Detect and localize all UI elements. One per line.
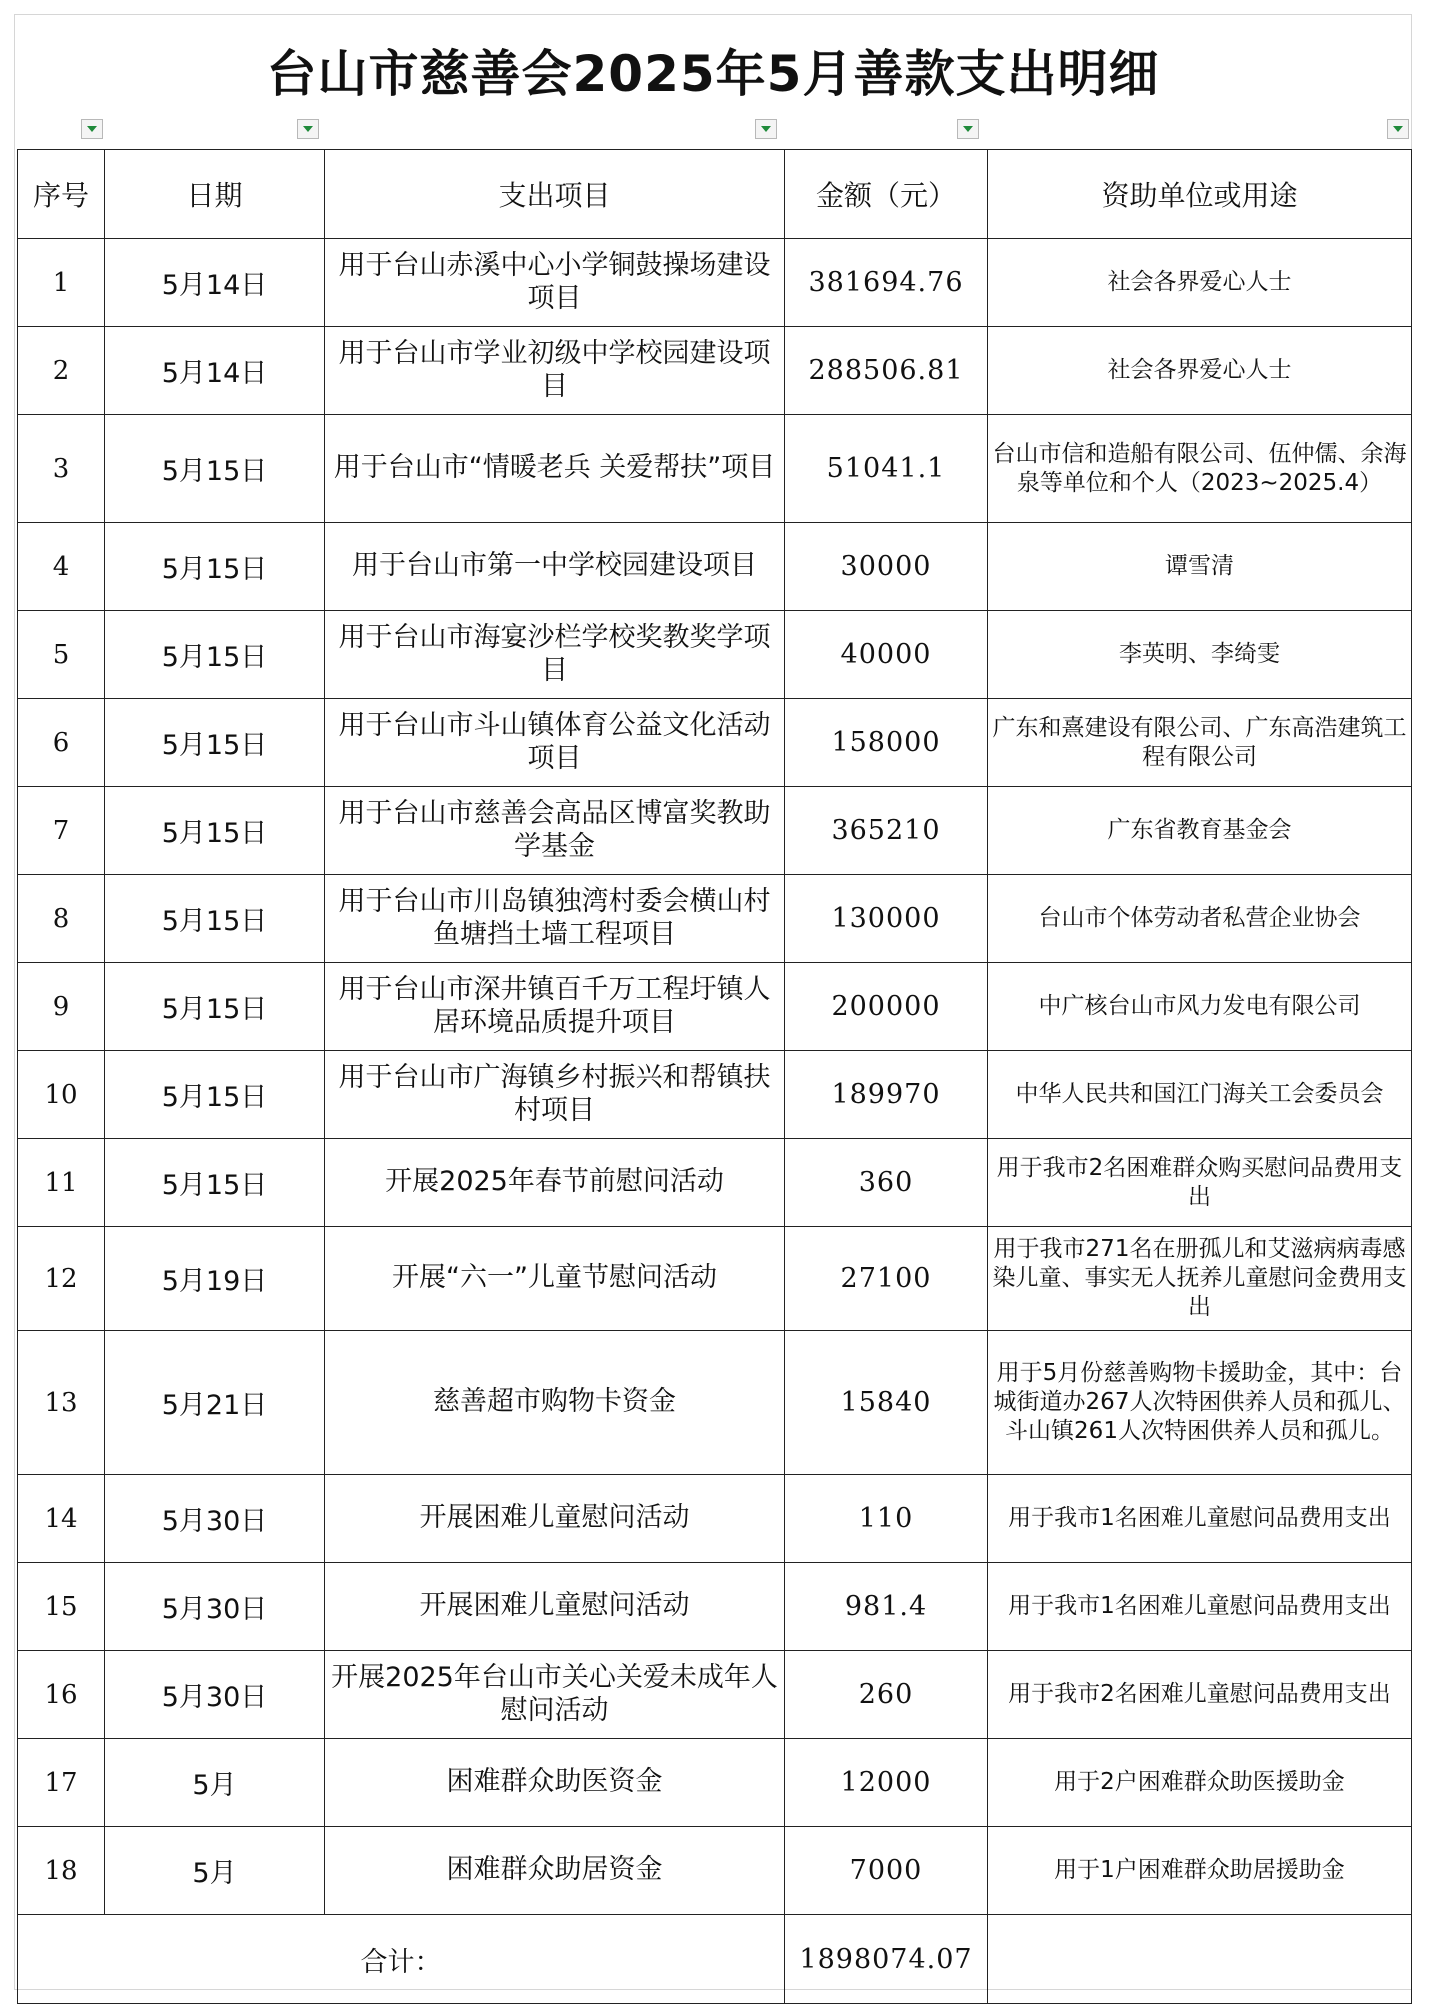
cell-date[interactable]: 5月15日 (105, 787, 325, 875)
cell-unit[interactable]: 用于我市1名困难儿童慰问品费用支出 (988, 1475, 1412, 1563)
filter-dropdown-amount[interactable] (957, 119, 979, 139)
cell-unit[interactable]: 李英明、李绮雯 (988, 611, 1412, 699)
cell-amount[interactable]: 288506.81 (785, 327, 988, 415)
cell-item[interactable]: 用于台山市海宴沙栏学校奖教奖学项目 (325, 611, 785, 699)
cell-amount[interactable]: 30000 (785, 523, 988, 611)
table-row (18, 1475, 1412, 1563)
cell-item[interactable]: 开展“六一”儿童节慰问活动 (325, 1227, 785, 1331)
cell-seq[interactable]: 3 (18, 415, 105, 523)
cell-unit[interactable]: 谭雪清 (988, 523, 1412, 611)
cell-unit[interactable]: 用于我市2名困难群众购买慰问品费用支出 (988, 1139, 1412, 1227)
cell-seq[interactable]: 8 (18, 875, 105, 963)
cell-item[interactable]: 用于台山市深井镇百千万工程圩镇人居环境品质提升项目 (325, 963, 785, 1051)
cell-amount[interactable]: 189970 (785, 1051, 988, 1139)
cell-unit[interactable]: 台山市个体劳动者私营企业协会 (988, 875, 1412, 963)
table-row (18, 1739, 1412, 1827)
cell-item[interactable]: 用于台山市斗山镇体育公益文化活动项目 (325, 699, 785, 787)
cell-unit[interactable]: 用于5月份慈善购物卡援助金，其中：台城街道办267人次特困供养人员和孤儿、斗山镇261人次特困供养人员和孤儿。 (988, 1331, 1412, 1475)
autofilter-row (15, 119, 1411, 147)
chevron-down-icon (87, 126, 97, 132)
cell-amount[interactable]: 200000 (785, 963, 988, 1051)
total-row (18, 1915, 1412, 2004)
cell-seq[interactable]: 2 (18, 327, 105, 415)
cell-amount[interactable]: 360 (785, 1139, 988, 1227)
cell-date[interactable]: 5月 (105, 1739, 325, 1827)
cell-date[interactable]: 5月30日 (105, 1475, 325, 1563)
header-date[interactable]: 日期 (105, 150, 325, 239)
cell-unit[interactable]: 社会各界爱心人士 (988, 239, 1412, 327)
cell-amount[interactable]: 381694.76 (785, 239, 988, 327)
cell-date[interactable]: 5月30日 (105, 1563, 325, 1651)
filter-dropdown-seq[interactable] (81, 119, 103, 139)
cell-seq[interactable]: 12 (18, 1227, 105, 1331)
cell-date[interactable]: 5月14日 (105, 327, 325, 415)
cell-seq[interactable]: 15 (18, 1563, 105, 1651)
cell-seq[interactable]: 16 (18, 1651, 105, 1739)
cell-date[interactable]: 5月15日 (105, 523, 325, 611)
cell-seq[interactable]: 14 (18, 1475, 105, 1563)
cell-seq[interactable]: 7 (18, 787, 105, 875)
cell-seq[interactable]: 9 (18, 963, 105, 1051)
table-row (18, 611, 1412, 699)
filter-dropdown-date[interactable] (297, 119, 319, 139)
cell-amount[interactable]: 40000 (785, 611, 988, 699)
cell-seq[interactable]: 4 (18, 523, 105, 611)
page-title: 台山市慈善会2025年5月善款支出明细 (266, 45, 1160, 103)
cell-unit[interactable]: 中广核台山市风力发电有限公司 (988, 963, 1412, 1051)
header-seq[interactable]: 序号 (18, 150, 105, 239)
cell-item[interactable]: 困难群众助居资金 (325, 1827, 785, 1915)
cell-amount[interactable]: 981.4 (785, 1563, 988, 1651)
table-row (18, 963, 1412, 1051)
cell-item[interactable]: 开展困难儿童慰问活动 (325, 1475, 785, 1563)
filter-dropdown-item[interactable] (755, 119, 777, 139)
table-header-row (18, 150, 1412, 239)
cell-unit[interactable]: 台山市信和造船有限公司、伍仲儒、余海泉等单位和个人（2023~2025.4） (988, 415, 1412, 523)
expense-table (17, 149, 1412, 2004)
table-row (18, 327, 1412, 415)
cell-item[interactable]: 开展困难儿童慰问活动 (325, 1563, 785, 1651)
table-row (18, 699, 1412, 787)
table-row (18, 1139, 1412, 1227)
cell-amount[interactable]: 27100 (785, 1227, 988, 1331)
filter-dropdown-unit[interactable] (1387, 119, 1409, 139)
cell-unit[interactable]: 广东和熹建设有限公司、广东高浩建筑工程有限公司 (988, 699, 1412, 787)
cell-item[interactable]: 用于台山赤溪中心小学铜鼓操场建设项目 (325, 239, 785, 327)
table-row (18, 1563, 1412, 1651)
header-amount[interactable]: 金额（元） (785, 150, 988, 239)
cell-item[interactable]: 困难群众助医资金 (325, 1739, 785, 1827)
total-unit-empty[interactable] (988, 1915, 1412, 2004)
table-row (18, 875, 1412, 963)
total-label[interactable]: 合计： (18, 1915, 785, 2004)
cell-item[interactable]: 慈善超市购物卡资金 (325, 1331, 785, 1475)
cell-amount[interactable]: 12000 (785, 1739, 988, 1827)
cell-unit[interactable]: 中华人民共和国江门海关工会委员会 (988, 1051, 1412, 1139)
cell-date[interactable]: 5月14日 (105, 239, 325, 327)
cell-item[interactable]: 用于台山市“情暖老兵 关爱帮扶”项目 (325, 415, 785, 523)
chevron-down-icon (1393, 126, 1403, 132)
table-row (18, 415, 1412, 523)
cell-item[interactable]: 用于台山市慈善会高品区博富奖教助学基金 (325, 787, 785, 875)
cell-seq[interactable]: 18 (18, 1827, 105, 1915)
cell-date[interactable]: 5月 (105, 1827, 325, 1915)
cell-seq[interactable]: 6 (18, 699, 105, 787)
header-item[interactable]: 支出项目 (325, 150, 785, 239)
cell-date[interactable]: 5月15日 (105, 1139, 325, 1227)
cell-seq[interactable]: 11 (18, 1139, 105, 1227)
cell-item[interactable]: 用于台山市学业初级中学校园建设项目 (325, 327, 785, 415)
table-row (18, 787, 1412, 875)
cell-date[interactable]: 5月15日 (105, 1051, 325, 1139)
cell-date[interactable]: 5月15日 (105, 963, 325, 1051)
cell-amount[interactable]: 15840 (785, 1331, 988, 1475)
cell-item[interactable]: 用于台山市广海镇乡村振兴和帮镇扶村项目 (325, 1051, 785, 1139)
cell-unit[interactable]: 用于2户困难群众助医援助金 (988, 1739, 1412, 1827)
cell-unit[interactable]: 用于我市271名在册孤儿和艾滋病病毒感染儿童、事实无人抚养儿童慰问金费用支出 (988, 1227, 1412, 1331)
table-row (18, 523, 1412, 611)
cell-date[interactable]: 5月19日 (105, 1227, 325, 1331)
header-unit[interactable]: 资助单位或用途 (988, 150, 1412, 239)
cell-unit[interactable]: 用于1户困难群众助居援助金 (988, 1827, 1412, 1915)
cell-date[interactable]: 5月30日 (105, 1651, 325, 1739)
cell-unit[interactable]: 广东省教育基金会 (988, 787, 1412, 875)
cell-amount[interactable]: 130000 (785, 875, 988, 963)
cell-seq[interactable]: 10 (18, 1051, 105, 1139)
cell-amount[interactable]: 110 (785, 1475, 988, 1563)
cell-seq[interactable]: 5 (18, 611, 105, 699)
cell-item[interactable]: 开展2025年台山市关心关爱未成年人慰问活动 (325, 1651, 785, 1739)
table-row (18, 1331, 1412, 1475)
cell-unit[interactable]: 用于我市2名困难儿童慰问品费用支出 (988, 1651, 1412, 1739)
cell-date[interactable]: 5月15日 (105, 415, 325, 523)
spreadsheet-sheet (14, 14, 1412, 1990)
cell-unit[interactable]: 用于我市1名困难儿童慰问品费用支出 (988, 1563, 1412, 1651)
cell-item[interactable]: 开展2025年春节前慰问活动 (325, 1139, 785, 1227)
total-amount[interactable]: 1898074.07 (785, 1915, 988, 2004)
cell-amount[interactable]: 51041.1 (785, 415, 988, 523)
cell-date[interactable]: 5月15日 (105, 699, 325, 787)
chevron-down-icon (761, 126, 771, 132)
cell-seq[interactable]: 1 (18, 239, 105, 327)
cell-seq[interactable]: 13 (18, 1331, 105, 1475)
table-row (18, 1651, 1412, 1739)
cell-date[interactable]: 5月15日 (105, 875, 325, 963)
chevron-down-icon (963, 126, 973, 132)
table-row (18, 1227, 1412, 1331)
table-row (18, 239, 1412, 327)
cell-seq[interactable]: 17 (18, 1739, 105, 1827)
table-row (18, 1051, 1412, 1139)
cell-amount[interactable]: 7000 (785, 1827, 988, 1915)
cell-item[interactable]: 用于台山市川岛镇独湾村委会横山村鱼塘挡土墙工程项目 (325, 875, 785, 963)
cell-item[interactable]: 用于台山市第一中学校园建设项目 (325, 523, 785, 611)
cell-amount[interactable]: 158000 (785, 699, 988, 787)
chevron-down-icon (303, 126, 313, 132)
cell-date[interactable]: 5月21日 (105, 1331, 325, 1475)
cell-amount[interactable]: 260 (785, 1651, 988, 1739)
cell-date[interactable]: 5月15日 (105, 611, 325, 699)
cell-unit[interactable]: 社会各界爱心人士 (988, 327, 1412, 415)
table-row (18, 1827, 1412, 1915)
cell-amount[interactable]: 365210 (785, 787, 988, 875)
